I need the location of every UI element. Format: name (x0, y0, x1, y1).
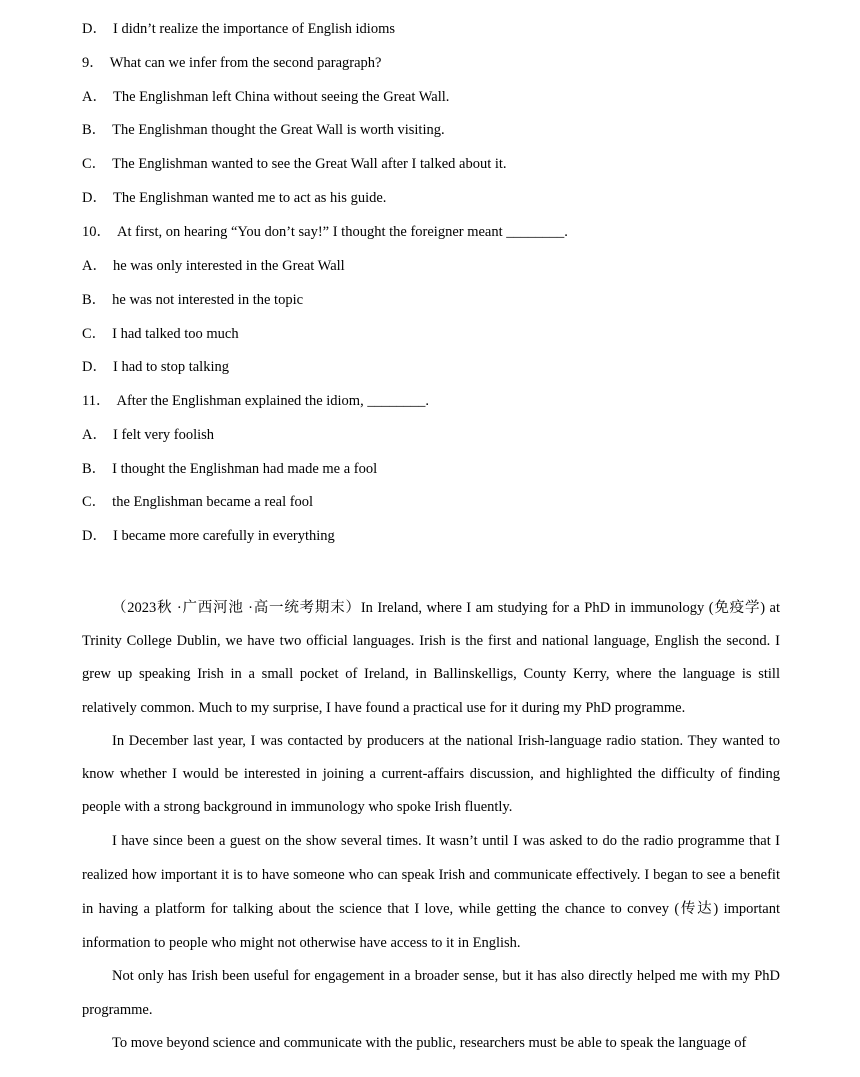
option-label: A． (82, 89, 107, 105)
option-b-q10 (82, 290, 303, 310)
question-text: At first, on hearing “You don’t say!” I thought the foreigner meant ________. (117, 224, 568, 240)
option-text: I had to stop talking (112, 359, 229, 375)
question-9 (82, 53, 382, 73)
question-10 (82, 222, 568, 242)
paragraph-text: In Ireland, where I am studying for a PhD in immunology (免疫学) at Trinity College Dublin, we have two official languages. Irish is the first and national language, English the second. I grew up speaking Irish in a small pocket of Ireland, in Ballinskelligs, County Kerry, where the language is still relatively common. Much to my surprise, I have found a practical use for it during my PhD programme. (82, 600, 780, 716)
passage-paragraph-4: Not only has Irish been useful for engagement in a broader sense, but it has also directly helped me with my PhD programme. (82, 968, 780, 1018)
option-text: he was only interested in the Great Wall (112, 258, 345, 274)
question-number: 11． (82, 393, 111, 409)
option-text: I became more carefully in everything (112, 528, 335, 544)
option-text: I didn’t realize the importance of English idioms (112, 21, 395, 37)
option-d-q11 (82, 526, 335, 546)
passage-paragraph-3: I have since been a guest on the show several times. It wasn’t until I was asked to do the radio programme that I realized how important it is to have someone who can speak Irish and communicate effectively. I began to see a benefit in having a platform for talking about the science that I love, while getting the chance to convey (传达) important information to people who might not otherwise have access to it in English. (82, 833, 780, 952)
option-text: The Englishman left China without seeing the Great Wall. (112, 89, 450, 105)
passage-paragraph-2: In December last year, I was contacted by producers at the national Irish-language radio station. They wanted to know whether I would be interested in joining a current-affairs discussion, and highlighted the difficulty of finding people with a strong background in immunology who spoke Irish fluently. (82, 732, 780, 816)
question-number: 9． (82, 55, 104, 71)
option-label: C． (82, 326, 107, 342)
option-c-q10 (82, 324, 239, 344)
option-label: A． (82, 427, 107, 443)
option-text: The Englishman thought the Great Wall is worth visiting. (112, 122, 445, 138)
option-label: D． (82, 359, 107, 375)
option-text: he was not interested in the topic (112, 292, 304, 308)
option-label: C． (82, 156, 107, 172)
reading-passage (82, 592, 780, 1060)
option-label: A． (82, 258, 107, 274)
option-text: The Englishman wanted to see the Great Wall after I talked about it. (112, 156, 507, 172)
question-number: 10． (82, 224, 111, 240)
option-label: B． (82, 292, 107, 308)
option-d-q8 (82, 19, 395, 39)
option-b-q9 (82, 120, 445, 140)
passage-paragraph-5: To move beyond science and communicate with the public, researchers must be able to speak the language of (112, 1034, 747, 1051)
option-label: D． (82, 190, 107, 206)
option-d-q10 (82, 357, 229, 377)
option-label: C． (82, 494, 107, 510)
option-a-q11 (82, 425, 214, 445)
option-text: I thought the Englishman had made me a fool (112, 461, 378, 477)
option-d-q9 (82, 188, 386, 208)
option-a-q10 (82, 256, 345, 276)
option-c-q11 (82, 492, 313, 512)
passage-source: （2023秋 ·广西河池 ·高一统考期末） (112, 600, 361, 616)
option-text: The Englishman wanted me to act as his guide. (112, 190, 387, 206)
question-11 (82, 391, 429, 411)
option-c-q9 (82, 154, 507, 174)
passage-paragraph-1 (82, 592, 780, 725)
option-label: D． (82, 528, 107, 544)
option-text: the Englishman became a real fool (112, 494, 314, 510)
option-label: B． (82, 461, 107, 477)
option-label: D． (82, 21, 107, 37)
option-a-q9 (82, 87, 449, 107)
question-text: After the Englishman explained the idiom, ________. (116, 393, 429, 409)
question-text: What can we infer from the second paragraph? (109, 55, 382, 71)
option-text: I had talked too much (112, 326, 239, 342)
option-label: B． (82, 122, 107, 138)
option-b-q11 (82, 459, 377, 479)
option-text: I felt very foolish (112, 427, 215, 443)
